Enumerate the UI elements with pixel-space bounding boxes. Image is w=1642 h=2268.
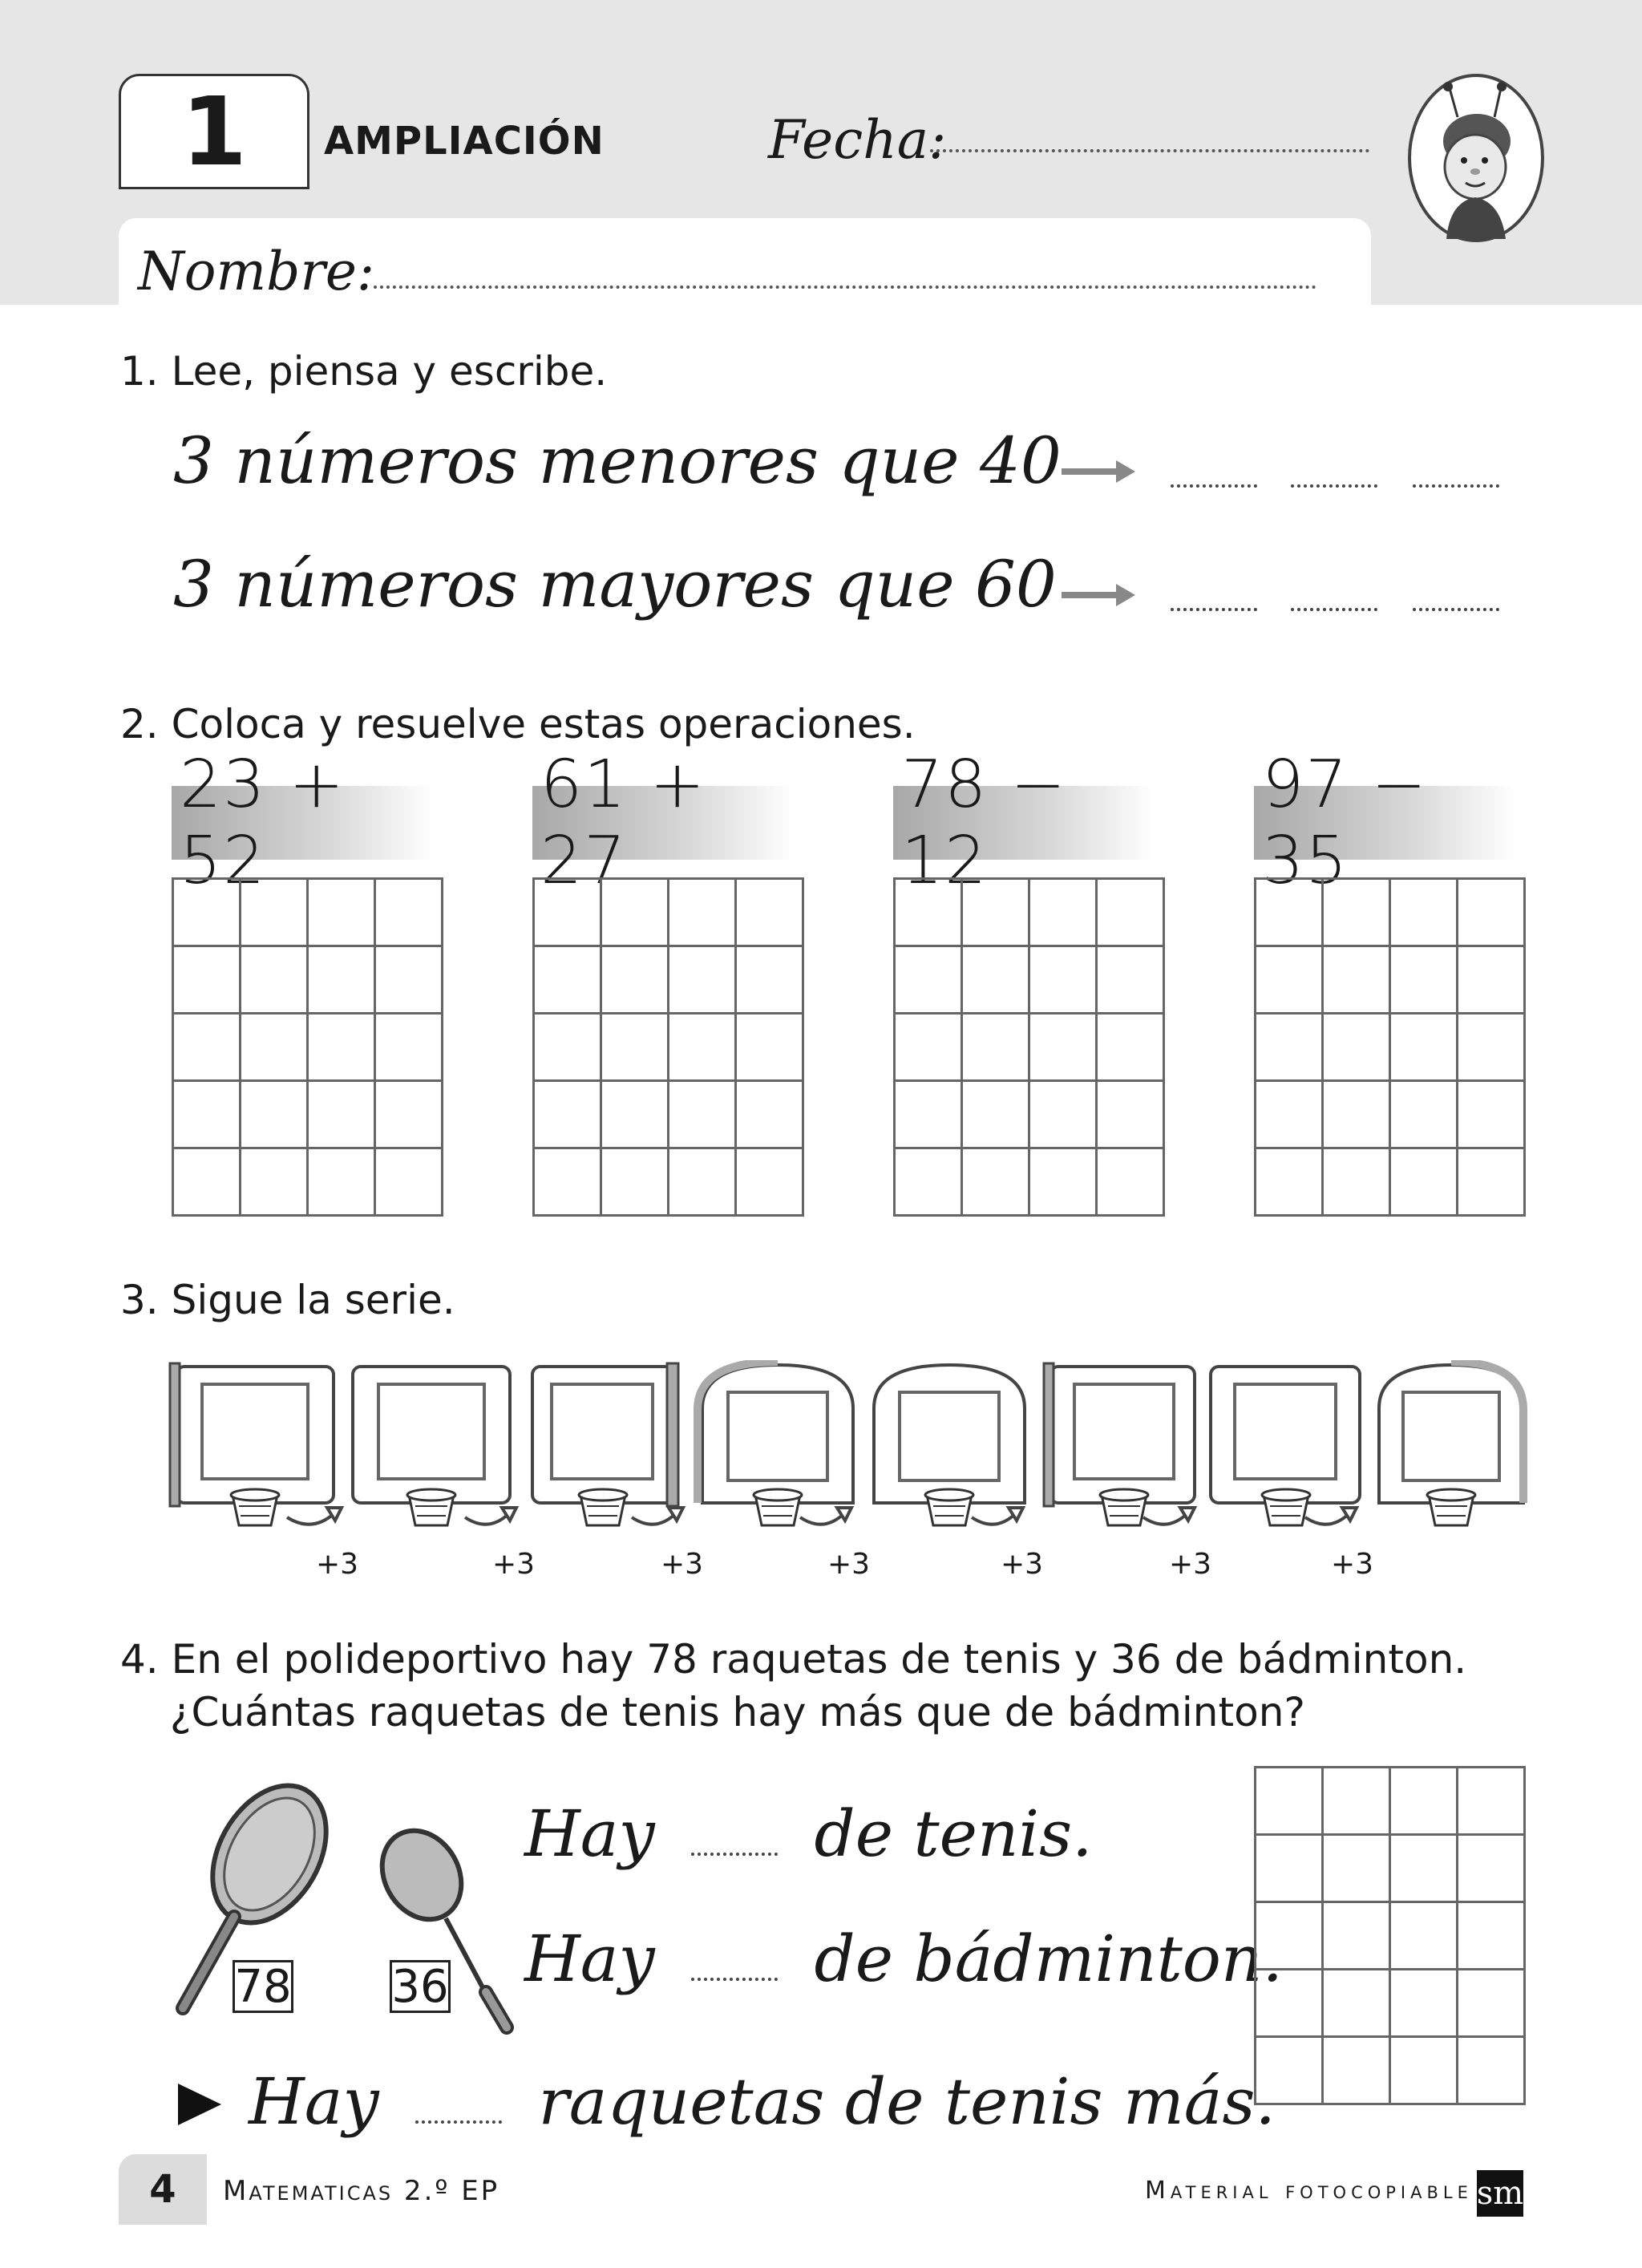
- q4-sentence1-end: de tenis.: [814, 1796, 1093, 1871]
- q4-sentence2-end: de bádminton.: [814, 1922, 1283, 1996]
- step-label: +3: [316, 1548, 359, 1581]
- backboard-icon: [170, 1363, 334, 1525]
- q1-line2: 3 números mayores que 60: [173, 547, 1057, 622]
- mascot-illustration: [1408, 74, 1544, 242]
- q1-line1-answer-3[interactable]: [1413, 484, 1499, 488]
- q4-sentence1: [524, 1796, 1093, 1871]
- step-label: +3: [1169, 1548, 1212, 1581]
- q4-sentence2: [524, 1922, 1283, 1996]
- q4-sentence2-blank[interactable]: [691, 1978, 778, 1981]
- step-label: +3: [661, 1548, 704, 1581]
- q4-answer-blank[interactable]: [415, 2120, 502, 2124]
- q4-answer-end: raquetas de tenis más.: [538, 2064, 1276, 2139]
- operation-label: 97 − 35: [1254, 786, 1515, 860]
- q4-title-line2: ¿Cuántas raquetas de tenis hay más que de bádminton?: [170, 1689, 1305, 1735]
- q4-title-line1: 4. En el polideportivo hay 78 raquetas de tenis y 36 de bádminton.: [120, 1636, 1467, 1683]
- operation-label: 78 − 12: [893, 786, 1155, 860]
- tennis-count: 78: [233, 1960, 293, 2013]
- backboard-icon: [874, 1365, 1025, 1525]
- work-grid[interactable]: [532, 877, 804, 1217]
- q1-line2-answer-3[interactable]: [1413, 608, 1499, 611]
- q1-line1-answer-2[interactable]: [1291, 484, 1377, 488]
- backboard-icon: [532, 1363, 678, 1525]
- q4-sentence1-start: Hay: [524, 1796, 655, 1871]
- operation-label: 61 + 27: [532, 786, 794, 860]
- brand-logo: sm: [1477, 2170, 1523, 2217]
- curved-arrow-icon: [972, 1513, 1017, 1525]
- q1-line2-answer-2[interactable]: [1291, 608, 1377, 611]
- operation-block: [1254, 747, 1515, 899]
- work-grid[interactable]: [1254, 1766, 1526, 2105]
- date-field[interactable]: [930, 149, 1369, 152]
- work-grid[interactable]: [172, 877, 443, 1217]
- operation-block: [172, 747, 433, 899]
- name-label: Nombre:: [138, 241, 375, 302]
- section-title: AMPLIACIÓN: [324, 119, 605, 164]
- work-grid[interactable]: [1254, 877, 1526, 1217]
- q1-line1: 3 números menores que 40: [173, 423, 1062, 498]
- q1-title: 1. Lee, piensa y escribe.: [120, 348, 608, 395]
- badminton-count: 36: [390, 1960, 451, 2013]
- book-title: Matematicas 2.º EP: [223, 2175, 500, 2207]
- copyright-note: Material fotocopiable: [1145, 2177, 1473, 2205]
- step-label: +3: [1331, 1548, 1374, 1581]
- backboard-icon: [353, 1367, 510, 1525]
- date-label: Fecha:: [768, 109, 947, 171]
- q1-line2-answer-1[interactable]: [1171, 608, 1257, 611]
- q2-title: 2. Coloca y resuelve estas operaciones.: [120, 701, 916, 747]
- child-face-icon: [1411, 77, 1541, 239]
- q4-sentence2-start: Hay: [524, 1922, 655, 1996]
- operation-block: [532, 747, 794, 899]
- arrow-right-icon: [1060, 459, 1137, 484]
- triangle-bullet-icon: [176, 2080, 223, 2128]
- q1-line1-answer-1[interactable]: [1171, 484, 1257, 488]
- q4-sentence1-blank[interactable]: [691, 1853, 778, 1856]
- name-field[interactable]: [374, 286, 1316, 289]
- unit-number: 1: [119, 74, 309, 189]
- work-grid[interactable]: [893, 877, 1165, 1217]
- step-label: +3: [492, 1548, 536, 1581]
- page-number: 4: [119, 2154, 207, 2225]
- basketball-hoops-series: [168, 1360, 1531, 1549]
- operation-block: [893, 747, 1155, 899]
- arrow-right-icon: [1060, 582, 1137, 608]
- q4-answer-start: Hay: [249, 2064, 379, 2139]
- q4-answer: [249, 2064, 1276, 2139]
- step-label: +3: [1001, 1548, 1044, 1581]
- curved-arrow-icon: [632, 1513, 677, 1525]
- curved-arrow-icon: [287, 1513, 335, 1525]
- backboard-icon: [1379, 1362, 1523, 1525]
- rackets-illustration: [168, 1774, 537, 2047]
- backboard-icon: [1044, 1363, 1195, 1525]
- step-label: +3: [827, 1548, 871, 1581]
- curved-arrow-icon: [1305, 1513, 1350, 1525]
- operation-label: 23 + 52: [172, 786, 433, 860]
- curved-arrow-icon: [465, 1513, 510, 1525]
- backboard-icon: [1211, 1367, 1360, 1525]
- backboard-icon: [698, 1362, 853, 1525]
- q3-title: 3. Sigue la serie.: [120, 1277, 455, 1323]
- curved-arrow-icon: [800, 1513, 845, 1525]
- curved-arrow-icon: [1143, 1513, 1188, 1525]
